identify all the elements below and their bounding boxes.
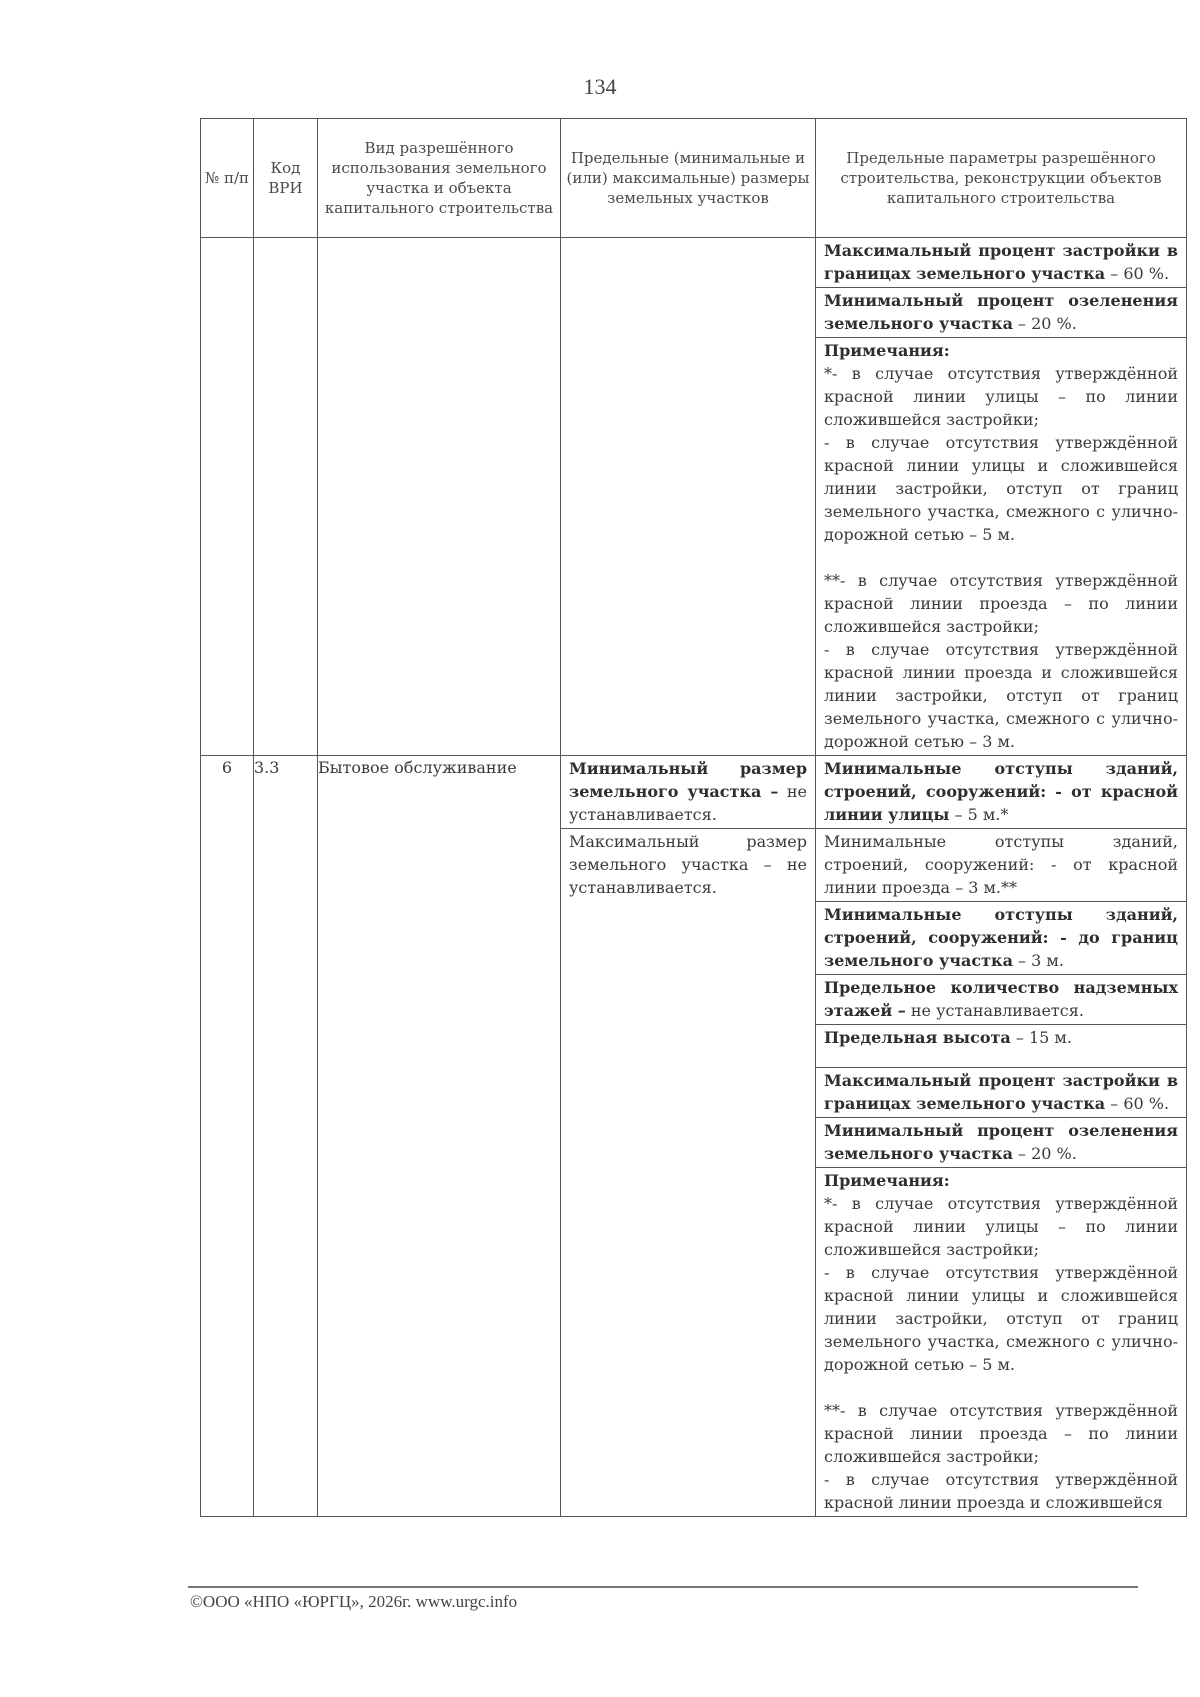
cell-code-empty bbox=[254, 238, 318, 756]
param-min-green-percent: Минимальный процент озеленения земельного участка – 20 %. bbox=[816, 1118, 1186, 1168]
footer-divider bbox=[188, 1586, 1138, 1588]
note-line: *- в случае отсутствия утверждённой красной линии улицы – по линии сложившейся застройки; bbox=[824, 364, 1178, 429]
param-min-green-percent: Минимальный процент озеленения земельного участка – 20 %. bbox=[816, 288, 1186, 338]
note-spacer bbox=[824, 546, 1178, 569]
size-min-area: Минимальный размер земельного участка – не устанавливается. bbox=[561, 756, 815, 829]
notes-block bbox=[816, 338, 1186, 755]
footer-copyright: ©ООО «НПО «ЮРГЦ», 2026г. www.urgc.info bbox=[190, 1592, 518, 1611]
param-max-build-percent: Максимальный процент застройки в границах земельного участка – 60 %. bbox=[816, 238, 1186, 288]
param-setback-passage: Минимальные отступы зданий, строений, сооружений: - от красной линии проезда – 3 м.** bbox=[816, 829, 1186, 902]
cell-code: 3.3 bbox=[254, 756, 318, 1517]
size-max-area: Максимальный размер земельного участка – не устанавливается. bbox=[569, 832, 807, 897]
cell-params bbox=[816, 756, 1187, 1517]
header-code: Код ВРИ bbox=[254, 119, 318, 238]
param-setback-boundary: Минимальные отступы зданий, строений, сооружений: - до границ земельного участка – 3 м. bbox=[816, 902, 1186, 975]
note-line: **- в случае отсутствия утверждённой красной линии проезда – по линии сложившейся застройки; bbox=[824, 571, 1178, 636]
note-line: **- в случае отсутствия утверждённой красной линии проезда – по линии сложившейся застройки; bbox=[824, 1401, 1178, 1466]
header-use: Вид разрешённого использования земельного участка и объекта капитального строительства bbox=[318, 119, 561, 238]
cell-num: 6 bbox=[201, 756, 254, 1517]
param-max-build-percent: Максимальный процент застройки в границах земельного участка – 60 %. bbox=[816, 1068, 1186, 1118]
note-line: - в случае отсутствия утверждённой красной линии проезда и сложившейся bbox=[824, 1470, 1178, 1512]
param-setback-street: Минимальные отступы зданий, строений, сооружений: - от красной линии улицы – 5 м.* bbox=[816, 756, 1186, 829]
cell-params-prev bbox=[816, 238, 1187, 756]
param-max-height: Предельная высота – 15 м. bbox=[816, 1025, 1186, 1068]
note-line: *- в случае отсутствия утверждённой красной линии улицы – по линии сложившейся застройки; bbox=[824, 1194, 1178, 1259]
cell-sizes-empty bbox=[561, 238, 816, 756]
cell-sizes bbox=[561, 756, 816, 1517]
header-params: Предельные параметры разрешённого строительства, реконструкции объектов капитального строительства bbox=[816, 119, 1187, 238]
note-line: - в случае отсутствия утверждённой красной линии проезда и сложившейся линии застройки, отступ от границ земельного участка, смежного с улично-дорожной сетью – 3 м. bbox=[824, 640, 1178, 751]
header-sizes: Предельные (минимальные и (или) максимальные) размеры земельных участков bbox=[561, 119, 816, 238]
table-header-row bbox=[201, 119, 1187, 238]
note-spacer bbox=[824, 1376, 1178, 1399]
note-line: - в случае отсутствия утверждённой красной линии улицы и сложившейся линии застройки, отступ от границ земельного участка, смежного с улично-дорожной сетью – 5 м. bbox=[824, 433, 1178, 544]
page-number: 134 bbox=[583, 74, 617, 99]
table-row-continued bbox=[201, 238, 1187, 756]
cell-num-empty bbox=[201, 238, 254, 756]
cell-use-empty bbox=[318, 238, 561, 756]
cell-use: Бытовое обслуживание bbox=[318, 756, 561, 1517]
header-num: № п/п bbox=[201, 119, 254, 238]
notes-title: Примечания: bbox=[824, 341, 950, 360]
notes-title: Примечания: bbox=[824, 1171, 950, 1190]
note-line: - в случае отсутствия утверждённой красной линии улицы и сложившейся линии застройки, отступ от границ земельного участка, смежного с улично-дорожной сетью – 5 м. bbox=[824, 1263, 1178, 1374]
notes-block bbox=[816, 1168, 1186, 1516]
regulations-table bbox=[200, 118, 1187, 1517]
table-row bbox=[201, 756, 1187, 1517]
param-floors: Предельное количество надземных этажей – не устанавливается. bbox=[816, 975, 1186, 1025]
